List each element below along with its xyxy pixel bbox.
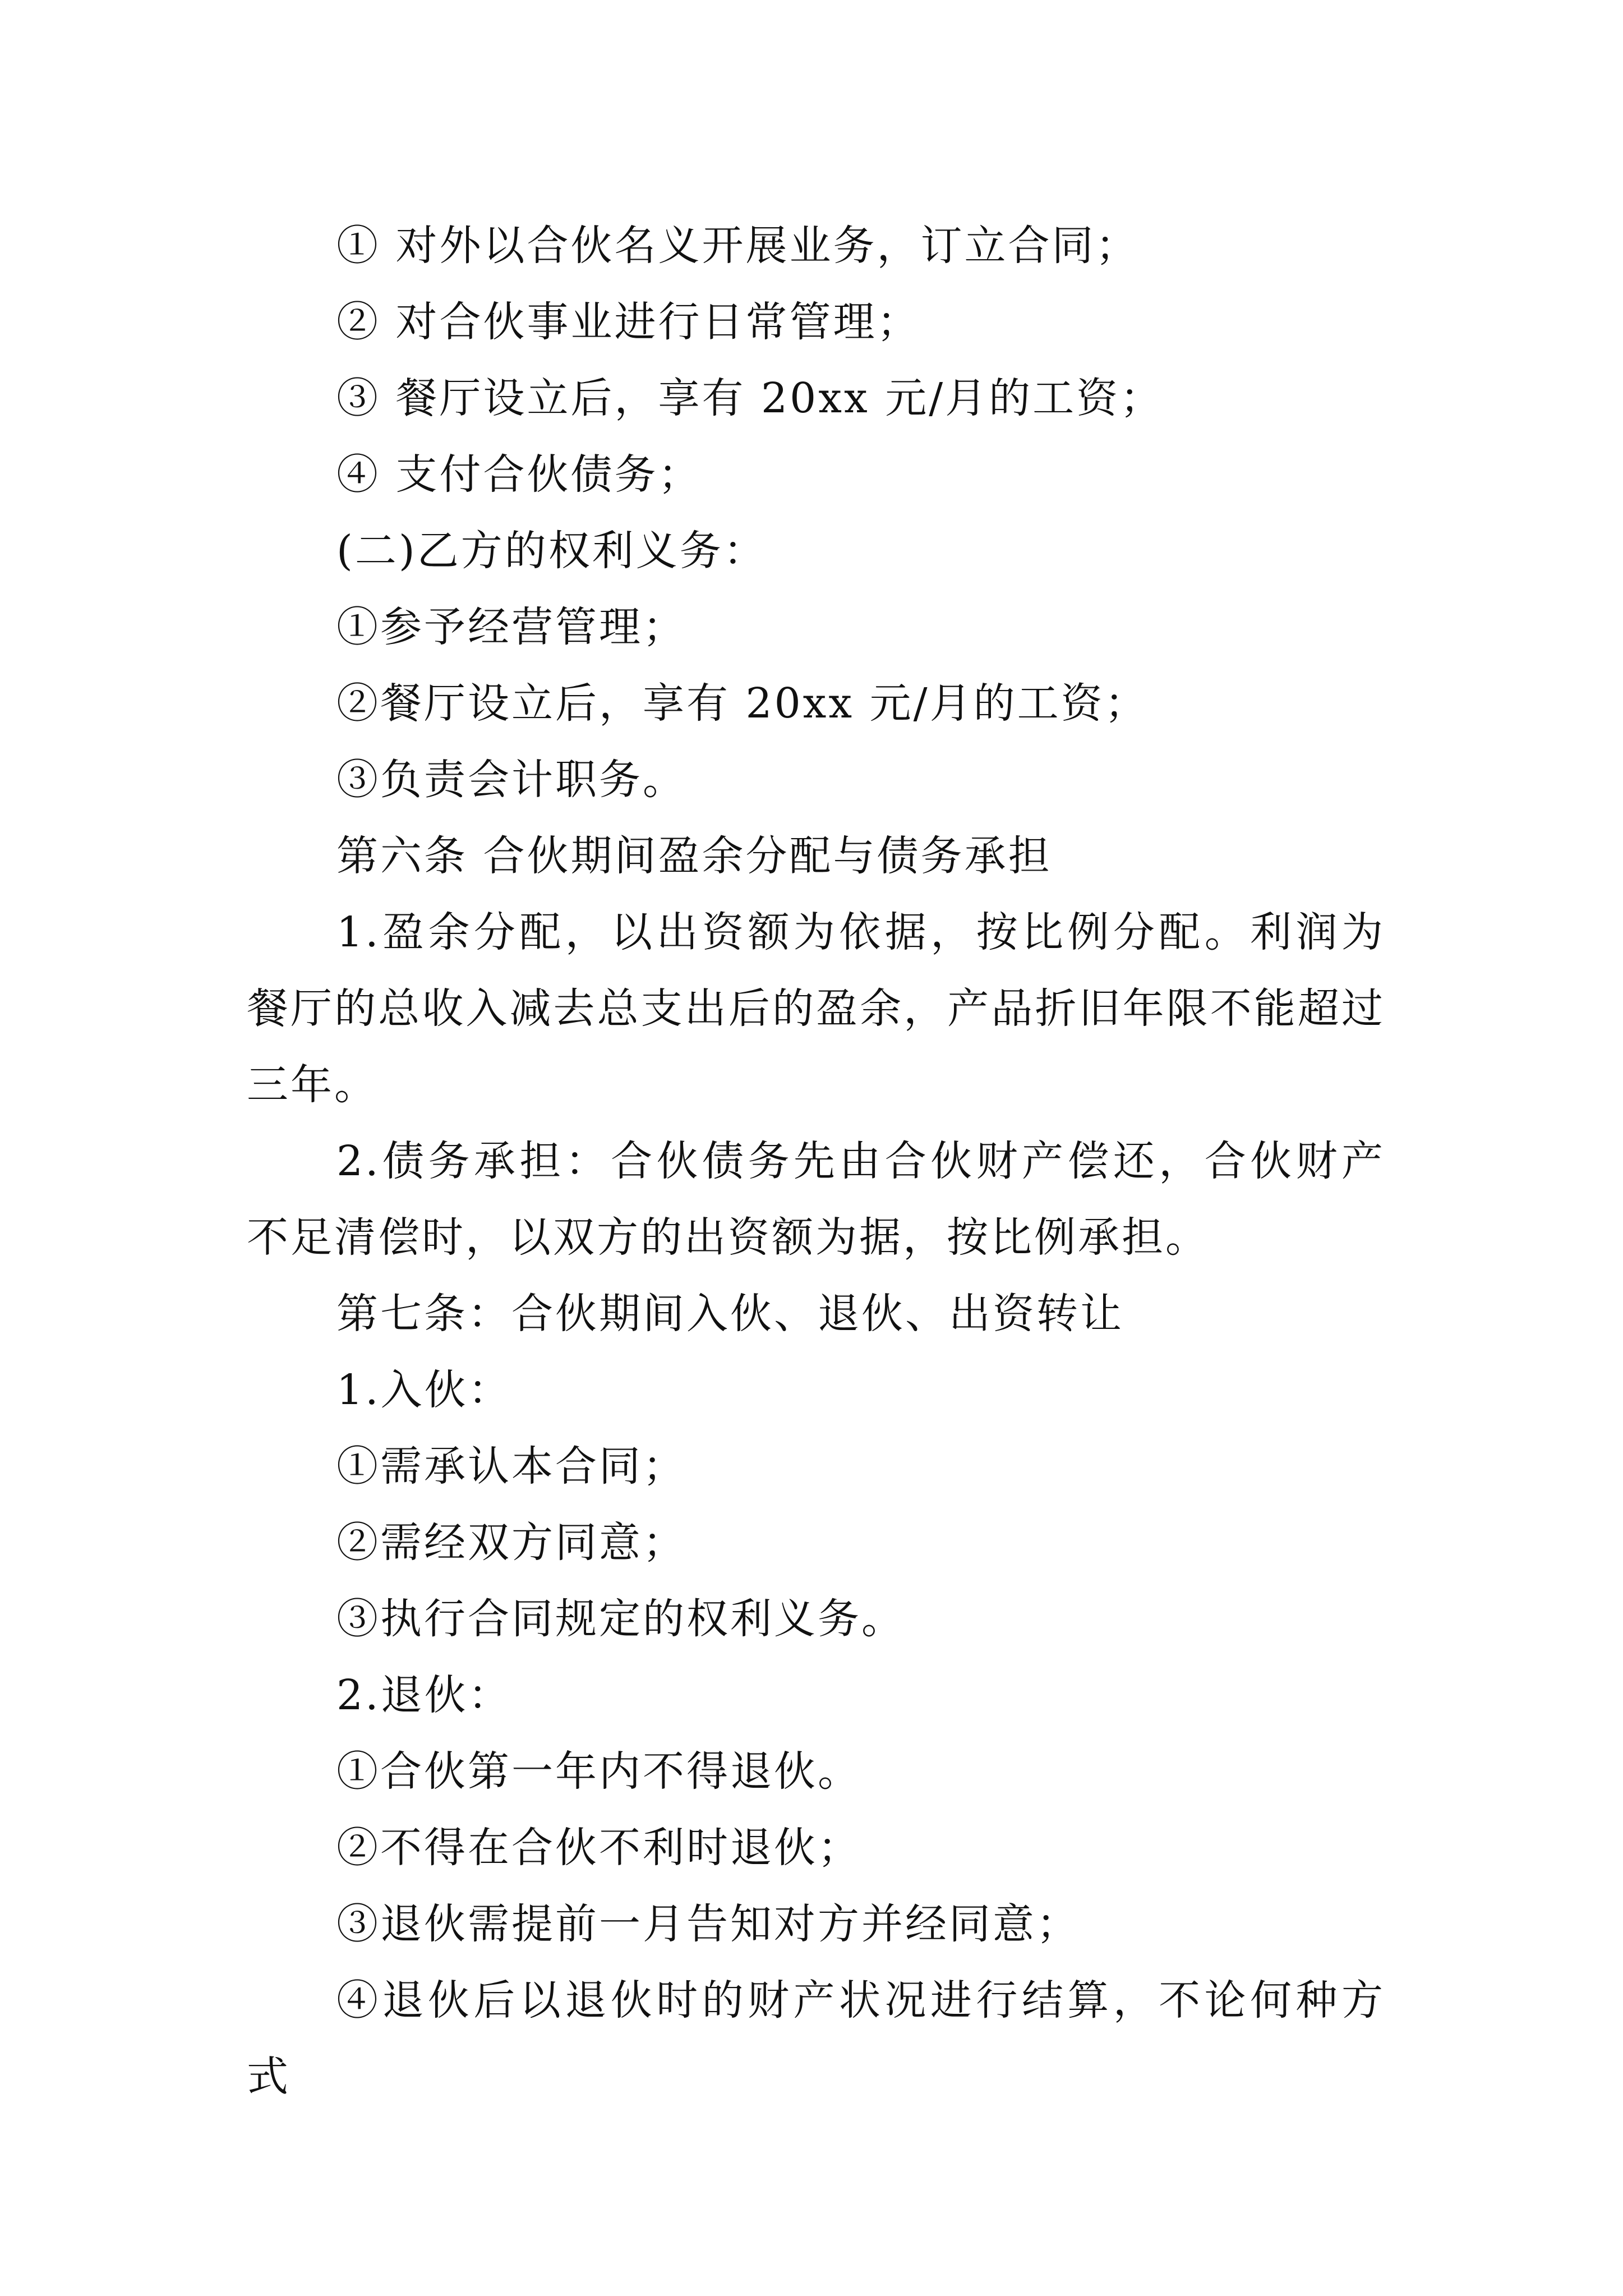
paragraph-profit-distribution: 1.盈余分配，以出资额为依据，按比例分配。利润为餐厅的总收入减去总支出后的盈余，产品折旧年限不能超过三年。: [247, 908, 1385, 1109]
paragraph-duty-2: ② 对合伙事业进行日常管理；: [336, 298, 921, 346]
paragraph-duty-3: ③ 餐厅设立后，享有 20xx 元/月的工资；: [336, 374, 1164, 422]
paragraph-withdrawal-3: ③退伙需提前一月告知对方并经同意；: [336, 1900, 1080, 1948]
subheading-withdrawal: 2.退伙：: [336, 1671, 512, 1719]
paragraph-joining-2: ②需经双方同意；: [336, 1519, 686, 1567]
article-heading-6: 第六条 合伙期间盈余分配与债务承担: [336, 832, 1052, 880]
paragraph-duty-1: ① 对外以合伙名义开展业务，订立合同；: [336, 222, 1140, 270]
paragraph-joining-3: ③执行合同规定的权利义务。: [336, 1595, 905, 1643]
paragraph-withdrawal-4: ④退伙后以退伙时的财产状况进行结算，不论何种方式: [247, 1976, 1385, 2101]
paragraph-withdrawal-2: ②不得在合伙不利时退伙；: [336, 1824, 861, 1872]
paragraph-debt-bearing: 2.债务承担：合伙债务先由合伙财产偿还，合伙财产不足清偿时，以双方的出资额为据，按比例承担。: [247, 1137, 1385, 1262]
section-heading-party-b: (二)乙方的权利义务：: [336, 527, 767, 575]
paragraph-joining-1: ①需承认本合同；: [336, 1442, 686, 1490]
paragraph-withdrawal-1: ①合伙第一年内不得退伙。: [336, 1747, 861, 1796]
document-body: [247, 208, 1385, 2115]
paragraph-duty-4: ④ 支付合伙债务；: [336, 450, 702, 499]
paragraph-party-b-1: ①参予经营管理；: [336, 603, 686, 651]
paragraph-party-b-2: ②餐厅设立后，享有 20xx 元/月的工资；: [336, 679, 1149, 728]
subheading-joining: 1.入伙：: [336, 1366, 512, 1414]
paragraph-party-b-3: ③负责会计职务。: [336, 756, 686, 804]
article-heading-7: 第七条：合伙期间入伙、退伙、出资转让: [336, 1290, 1124, 1338]
